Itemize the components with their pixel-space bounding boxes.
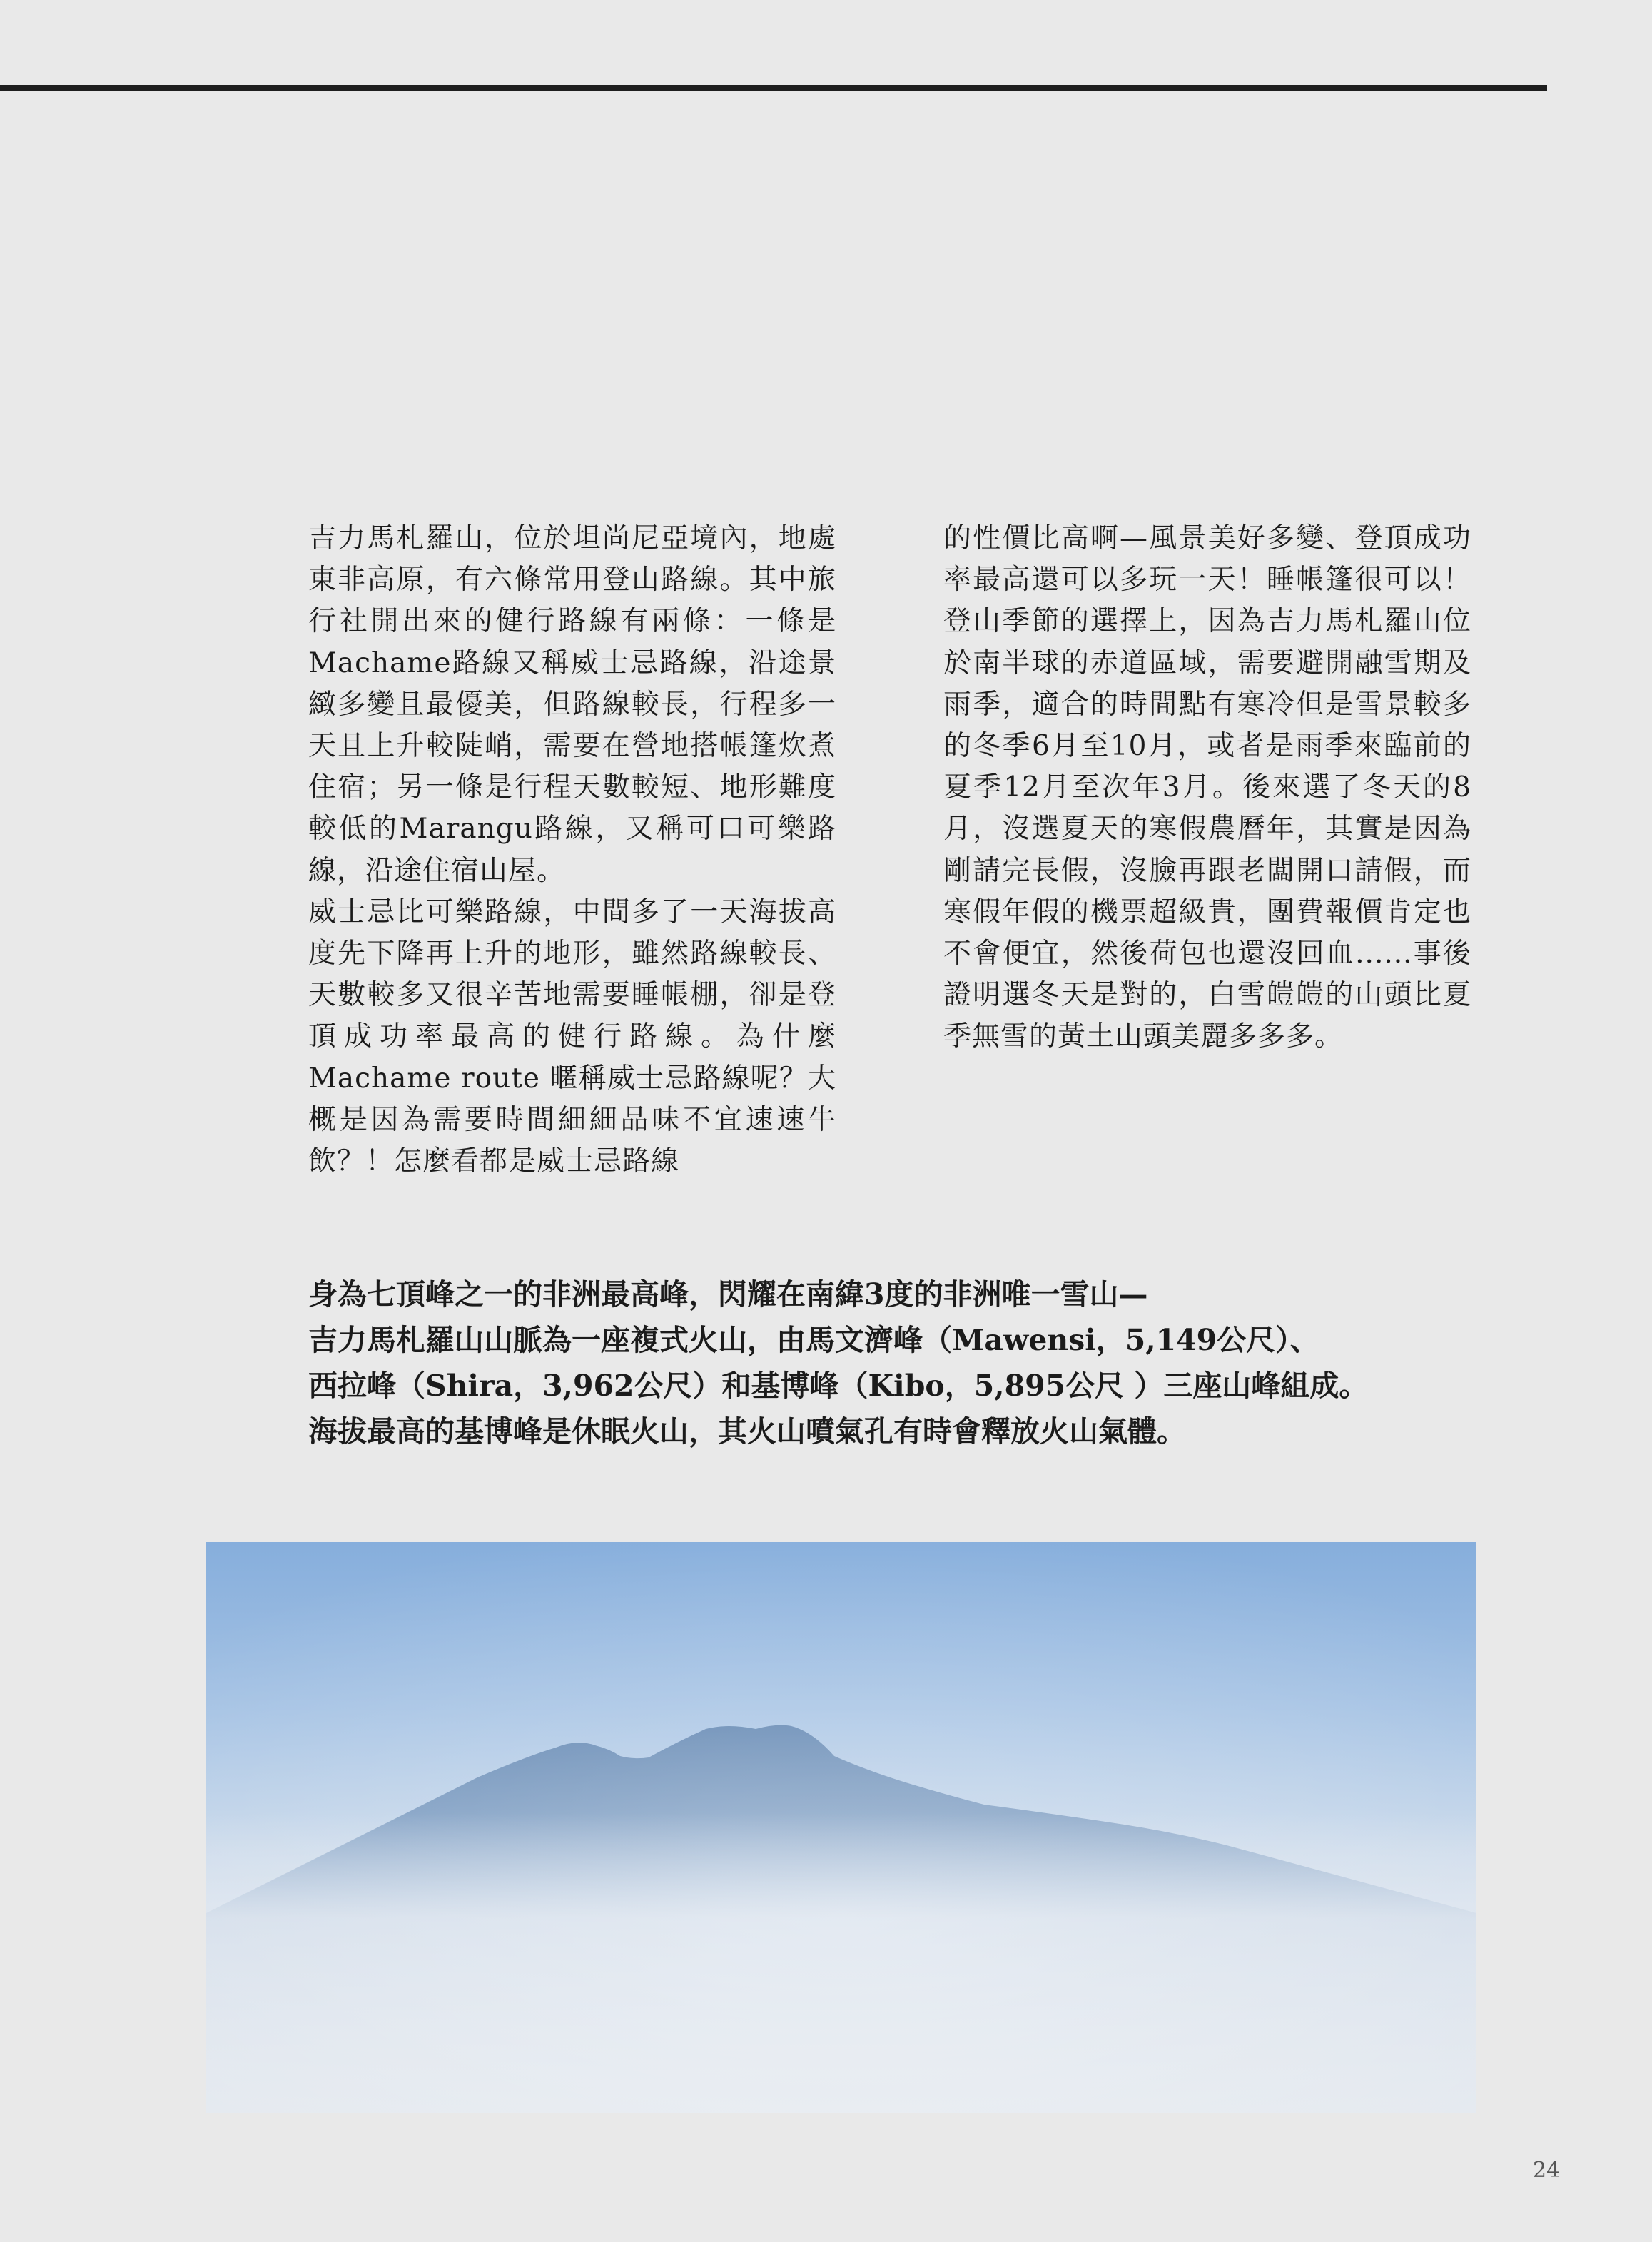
lead-line: 海拔最高的基博峰是休眠火山，其火山噴氣孔有時會釋放火山氣體。: [308, 1414, 1186, 1449]
paragraph-season: 的性價比高啊—風景美好多變、登頂成功率最高還可以多玩一天！睡帳篷很可以！登山季節的選擇上，因為吉力馬札羅山位於南半球的赤道區域，需要避開融雪期及雨季，適合的時間點有寒冷但是雪景較多的冬季6月至10月，或者是雨季來臨前的夏季12月至次年3月。後來選了冬天的8月，沒選夏天的寒假農曆年，其實是因為剛請完長假，沒臉再跟老闆開口請假，而寒假年假的機票超級貴，團費報價肯定也不會便宜，然後荷包也還沒回血......事後證明選冬天是對的，白雪皚皚的山頭比夏季無雪的黃土山頭美麗多多多。: [943, 522, 1471, 1053]
lead-line: 吉力馬札羅山山脈為一座複式火山，由馬文濟峰（Mawensi，5,149公尺）、: [308, 1323, 1319, 1357]
lead-paragraph: [308, 1272, 1521, 1454]
lead-line: 西拉峰（Shira，3,962公尺）和基博峰（Kibo，5,895公尺 ）三座山峰組成。: [308, 1369, 1369, 1403]
top-rule: [0, 85, 1547, 91]
body-column-right: [943, 518, 1471, 1058]
paragraph-routes: 吉力馬札羅山，位於坦尚尼亞境內，地處東非高原，有六條常用登山路線。其中旅行社開出來的健行路線有兩條：一條是Machame路線又稱威士忌路線，沿途景緻多變且最優美，但路線較長，行程多一天且上升較陡峭，需要在營地搭帳篷炊煮住宿；另一條是行程天數較短、地形難度較低的Marangu路線，又稱可口可樂路線，沿途住宿山屋。: [308, 522, 836, 887]
body-column-left: [308, 518, 836, 1182]
lead-line: 身為七頂峰之一的非洲最高峰，閃耀在南緯3度的非洲唯一雪山—: [308, 1277, 1148, 1312]
paragraph-whisky-route: 威士忌比可樂路線，中間多了一天海拔高度先下降再上升的地形，雖然路線較長、天數較多又很辛苦地需要睡帳棚，卻是登頂成功率最高的健行路線。為什麼 Machame route 暱稱威士忌路線呢？大概是因為需要時間細細品味不宜速速牛飲？！怎麼看都是威士忌路線: [308, 896, 836, 1178]
mountain-photo: [206, 1542, 1476, 2113]
page-number: 24: [1533, 2158, 1561, 2183]
